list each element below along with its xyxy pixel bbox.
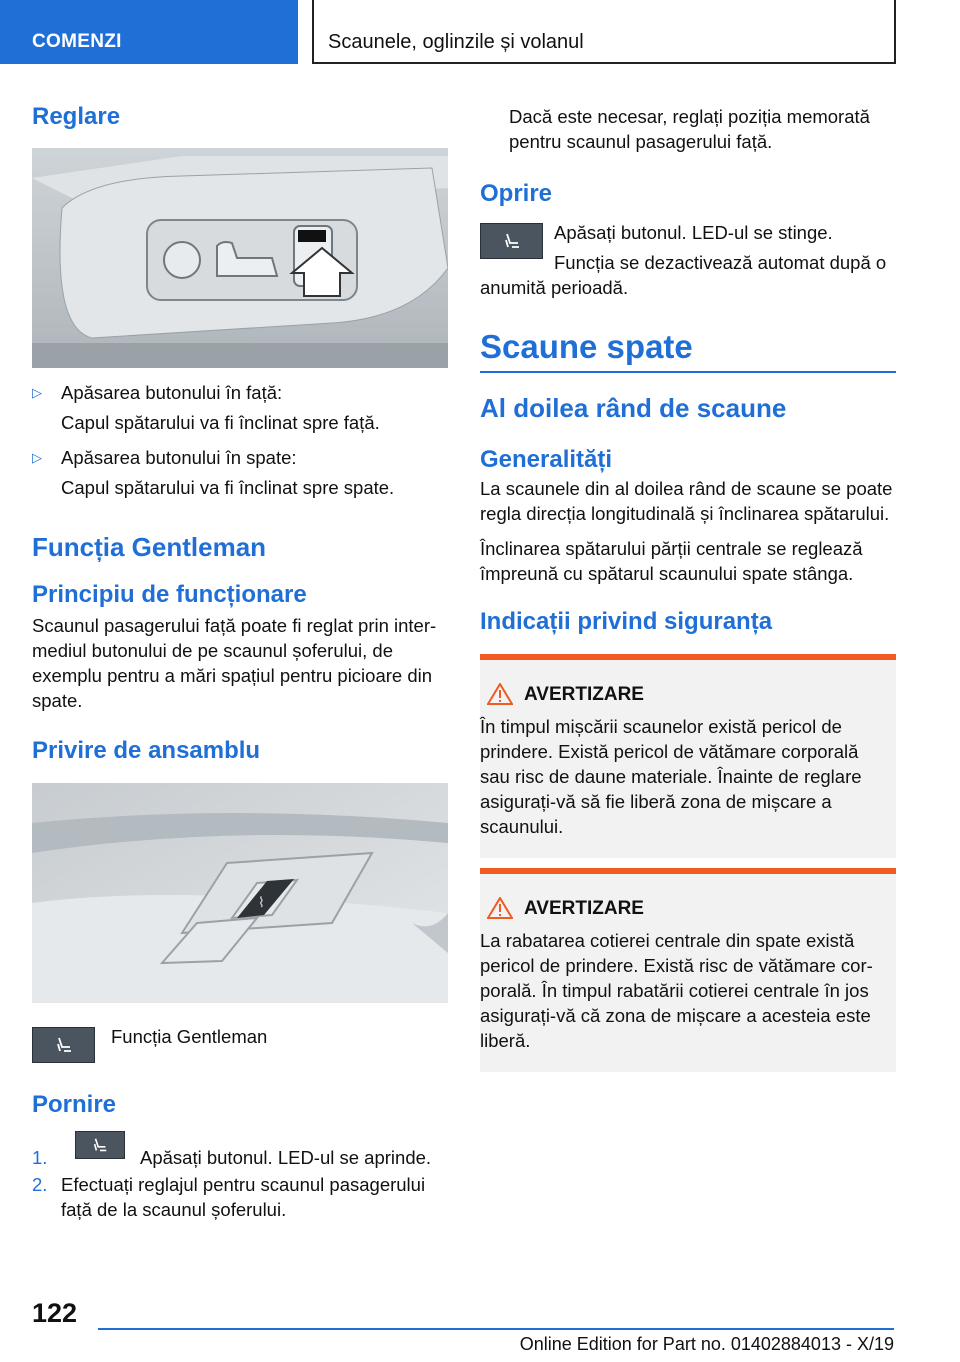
privire-heading: Privire de ansamblu	[32, 737, 261, 764]
page-number: 122	[32, 1298, 78, 1328]
seat-icon	[54, 1035, 74, 1055]
warning-triangle-icon	[487, 683, 513, 705]
scaune-spate-heading: Scaune spate	[480, 328, 693, 365]
warning-text: La rabatarea cotierei centrale din spate există pericol de prindere. Există risc de vătămare cor-porală. În timpul rabatării cotierei centrale în jos asigurați-vă că zona de mișcare a acesteia este liberă.	[480, 930, 873, 1051]
principiu-text: Scaunul pasagerului față poate fi reglat prin inter-mediul butonului de pe scaunul șoferului, de exemplu pentru a mări spațiul pentru picioare din spate.	[32, 615, 437, 711]
step-text: Apăsați butonul. LED-ul se aprinde.	[140, 1147, 432, 1168]
warning-triangle-icon	[487, 897, 513, 919]
continuation-text: Dacă este necesar, reglați poziția memorată pentru scaunul pasagerului față.	[509, 106, 870, 152]
footer-rule	[98, 1328, 894, 1330]
list-item	[32, 1172, 448, 1222]
seat-icon	[502, 231, 522, 251]
reglare-list	[32, 380, 448, 500]
icon-caption-row	[32, 1027, 448, 1063]
oprire-line-2: Funcția se dezactivează automat după o anumită perioadă.	[480, 252, 887, 298]
warning-text: În timpul mișcării scaunelor există pericol de prindere. Există pericol de vătămare corporală sau risc de daune materiale. Înainte de reglare asigurați-vă să fie liberă zona de mișcare a scaunului.	[480, 716, 862, 837]
principiu-heading: Principiu de funcționare	[32, 581, 307, 608]
section-tab: COMENZI	[0, 0, 298, 64]
oprire-line-1: Apăsați butonul. LED-ul se stinge.	[554, 222, 833, 243]
triangle-bullet-icon: ▷	[32, 450, 42, 465]
gentleman-heading: Funcția Gentleman	[32, 532, 267, 562]
list-item: ▷ Apăsarea butonului în față: Capul spătarului va fi înclinat spre față.	[32, 382, 380, 433]
pornire-heading: Pornire	[32, 1091, 117, 1118]
step-number: 2.	[32, 1174, 48, 1195]
generalitati-p2: Înclinarea spătarului părții centrale se reglează împreună cu spătarul scaunului spate stânga.	[480, 538, 863, 584]
left-column	[32, 92, 448, 1222]
heading-rule	[480, 371, 896, 373]
gentleman-button-photo	[32, 783, 448, 1003]
headrest-button-illustration	[32, 148, 448, 368]
gentleman-button-icon	[32, 1027, 95, 1063]
indicatii-heading: Indicații privind siguranța	[480, 608, 773, 635]
pornire-steps	[32, 1131, 448, 1222]
al-doilea-heading: Al doilea rând de scaune	[480, 393, 787, 423]
oprire-block	[480, 220, 896, 298]
chapter-title: Scaunele, oglinzile și volanul	[312, 0, 896, 64]
warning-title: AVERTIZARE	[480, 682, 886, 708]
step-text: Efectuați reglajul pentru scaunul pasagerului față de la scaunul șoferului.	[61, 1174, 426, 1220]
edition-text: Online Edition for Part no. 01402884013 - X/19	[519, 1334, 894, 1354]
list-item: ▷ Apăsarea butonului în spate: Capul spătarului va fi înclinat spre spate.	[32, 447, 395, 498]
warning-box	[480, 868, 896, 1072]
step-number: 1.	[32, 1147, 48, 1168]
gentleman-button-icon	[75, 1131, 125, 1159]
right-column	[480, 104, 896, 1072]
seat-icon	[91, 1136, 109, 1154]
list-item	[32, 1131, 448, 1167]
warning-box	[480, 654, 896, 858]
svg-text:⌇: ⌇	[258, 895, 265, 911]
icon-caption: Funcția Gentleman	[111, 1026, 268, 1047]
gentleman-button-illustration	[32, 783, 448, 1003]
triangle-bullet-icon: ▷	[32, 385, 42, 400]
headrest-button-photo	[32, 148, 448, 368]
reglare-heading: Reglare	[32, 103, 121, 130]
warning-title: AVERTIZARE	[480, 896, 886, 922]
oprire-heading: Oprire	[480, 180, 553, 207]
generalitati-heading: Generalități	[480, 446, 613, 473]
generalitati-p1: La scaunele din al doilea rând de scaune se poate regla direcția longitudinală și înclinarea spătarului.	[480, 478, 893, 524]
